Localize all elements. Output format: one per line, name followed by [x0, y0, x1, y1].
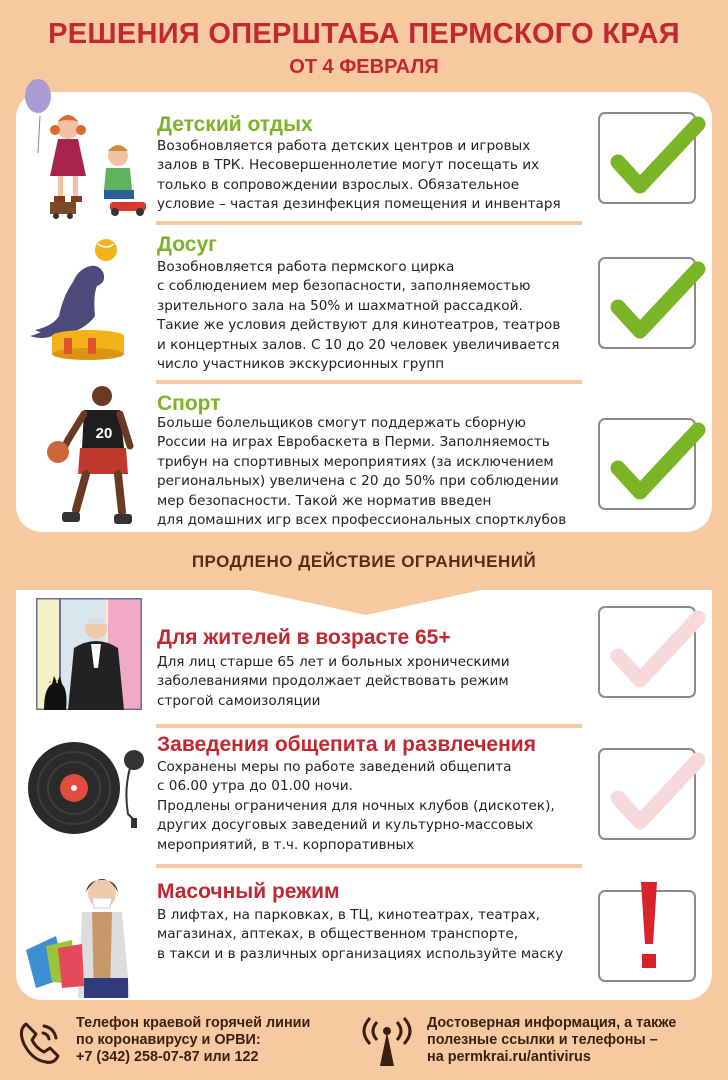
allowed-box-sport: [598, 418, 696, 510]
children-illustration: [18, 78, 154, 220]
checkmark-icon: [600, 259, 698, 351]
restricted-box-masks: [598, 890, 696, 982]
section-title-masks: Масочный режим: [157, 880, 340, 903]
panel-notch: [246, 589, 486, 615]
divider: [156, 221, 582, 225]
restrictions-heading: ПРОДЛЕНО ДЕЙСТВИЕ ОГРАНИЧЕНИЙ: [191, 552, 537, 571]
section-text-sport: Больше болельщиков смогут поддержать сборную России на играх Евробаскета в Перми. Заполняемость трибун на спортивных мероприятиях (за исключением региональных) увеличена с 20 до 50% при соблюдении мер безопасности. Такой же норматив введен для домашних игр всех профессиональных спортклубов: [157, 415, 567, 529]
page-subtitle: ОТ 4 ФЕВРАЛЯ: [289, 56, 439, 78]
section-text-elderly: Для лиц старше 65 лет и больных хроническими заболеваниями продолжает действовать режим строгой самоизоляции: [157, 654, 510, 709]
section-text-catering: Сохранены меры по работе заведений общепита с 06.00 утра до 01.00 ночи. Продлены ограничения для ночных клубов (дискотек), других досуговых заведений и культурно-массовых мероприятий, в т.ч. корпоративных: [157, 759, 555, 853]
vinyl-record-illustration: [26, 738, 156, 838]
divider: [156, 724, 582, 728]
basketball-player-illustration: [46, 384, 136, 534]
section-text-children: Возобновляется работа детских центров и игровых залов в ТРК. Несовершеннолетие могут посещать их только в сопровождении взрослых. Обязательное условие – частая дезинфекция помещения и инвентаря: [157, 138, 561, 213]
divider: [156, 380, 582, 384]
allowed-box-children: [598, 112, 696, 204]
section-title-children: Детский отдых: [157, 113, 313, 136]
exclamation-icon: [600, 892, 698, 984]
restricted-box-elderly: [598, 606, 696, 698]
phone-icon: [16, 1018, 64, 1066]
hotline-info: Телефон краевой горячей линии по коронавирусу и ОРВИ: +7 (342) 258-07-87 или 122: [76, 1015, 311, 1065]
divider: [156, 864, 582, 868]
antivirus-info: Достоверная информация, а также полезные ссылки и телефоны – на permkrai.ru/antivirus: [427, 1015, 677, 1065]
page-title: РЕШЕНИЯ ОПЕРШТАБА ПЕРМСКОГО КРАЯ: [48, 18, 680, 50]
section-title-elderly: Для жителей в возрасте 65+: [157, 626, 451, 649]
section-text-masks: В лифтах, на парковках, в ТЦ, кинотеатрах, театрах, магазинах, аптеках, в общественном транспорте, в такси и в различных организациях используйте маску: [157, 907, 564, 962]
section-title-sport: Спорт: [157, 392, 221, 415]
checkmark-icon: [600, 420, 698, 512]
checkmark-icon: [600, 114, 698, 206]
elderly-man-window-illustration: [36, 598, 142, 710]
section-text-leisure: Возобновляется работа пермского цирка с соблюдением мер безопасности, заполняемостью зрительного зала на 50% и шахматной рассадкой. Такие же условия действуют для кинотеатров, театров и концертных залов. С 10 до 20 человек увеличивается число участников экскурсионных групп: [157, 259, 561, 373]
faded-checkmark-icon: [600, 608, 698, 700]
antenna-icon: [358, 1016, 416, 1068]
section-title-catering: Заведения общепита и развлечения: [157, 733, 536, 756]
allowed-box-leisure: [598, 257, 696, 349]
section-title-leisure: Досуг: [157, 233, 217, 256]
circus-seal-illustration: [30, 236, 142, 361]
jersey-number: 20: [95, 425, 113, 442]
restricted-box-catering: [598, 748, 696, 840]
woman-mask-shopping-illustration: [22, 870, 142, 998]
faded-checkmark-icon: [600, 750, 698, 842]
